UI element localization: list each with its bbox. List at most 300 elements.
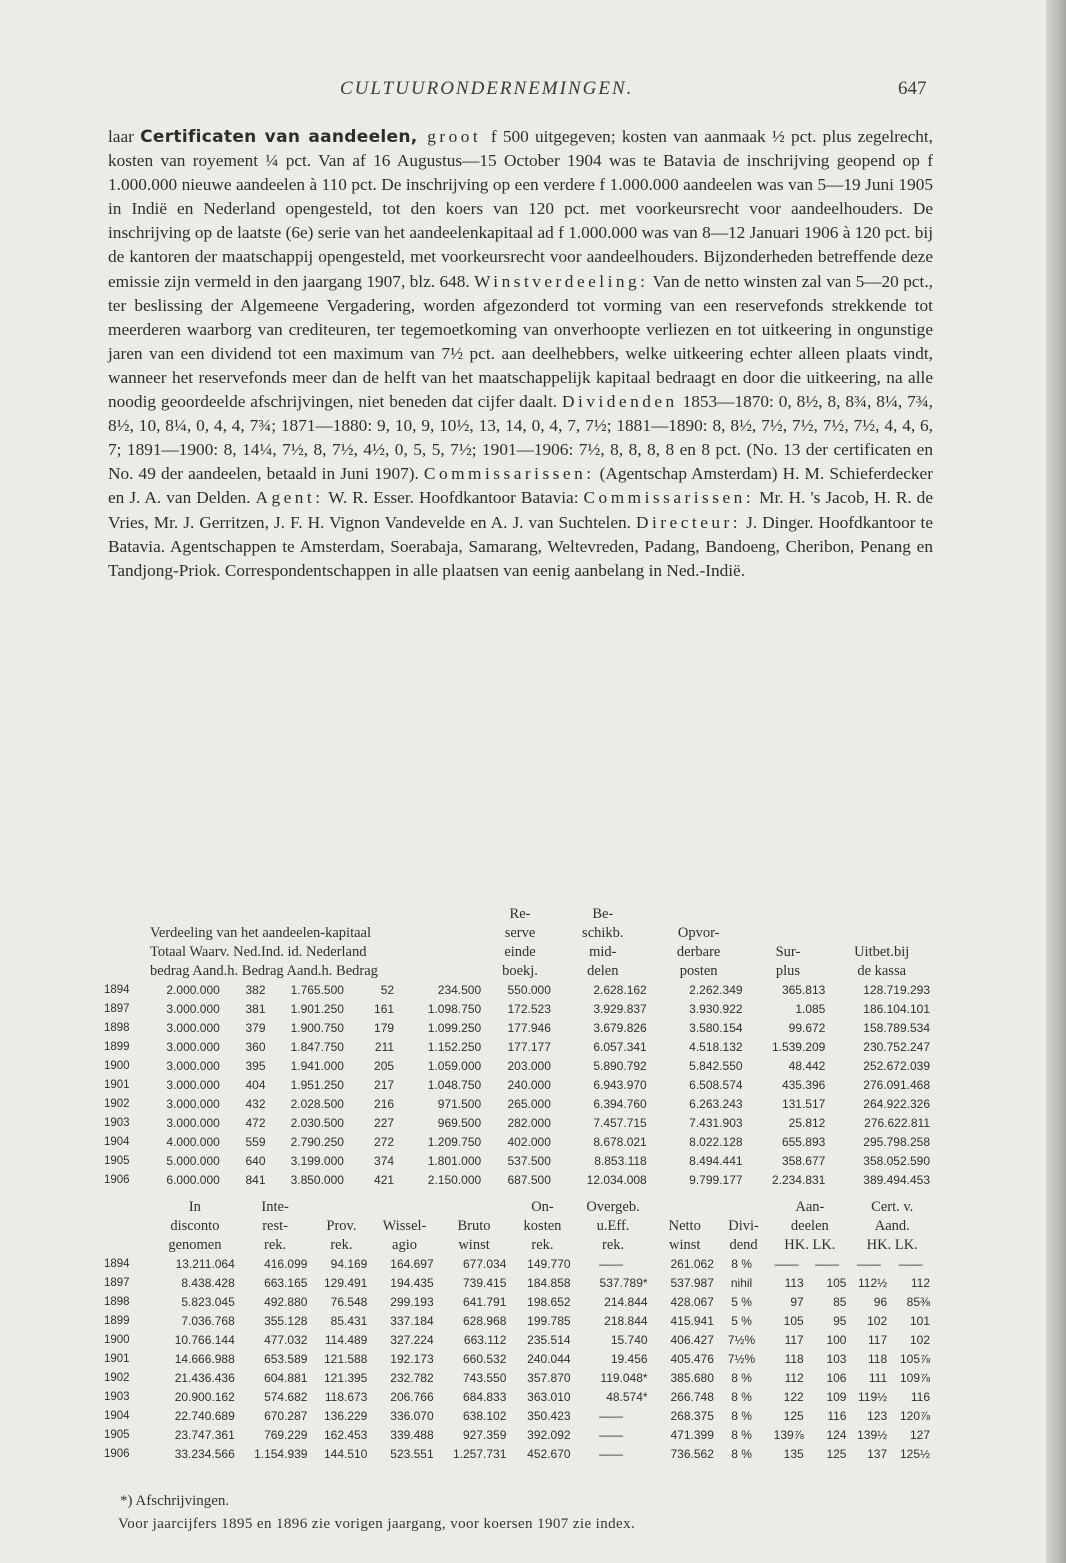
profit-table-cell: 327.224: [390, 1333, 434, 1347]
profit-table-cell: 22.740.689: [174, 1409, 235, 1423]
profit-table-row: [104, 1350, 934, 1369]
profit-table-cell: 112½: [857, 1276, 888, 1290]
capital-table-cell: 1.941.000: [290, 1059, 344, 1073]
profit-table-cell: 769.229: [264, 1428, 308, 1442]
profit-table-cell: 8 %: [731, 1257, 752, 1271]
profit-table-cell: 604.881: [264, 1371, 308, 1385]
profit-table-header-row: [104, 1236, 934, 1255]
capital-table-cell: 1.847.750: [290, 1040, 344, 1054]
capital-table-header-cell: Be-: [592, 906, 614, 922]
profit-table-cell: 97: [790, 1295, 804, 1309]
profit-table-cell: 1900: [104, 1334, 130, 1346]
capital-table-cell: 276.091.468: [863, 1078, 930, 1092]
capital-table-cell: 421: [374, 1173, 395, 1187]
profit-table-cell: 116: [910, 1390, 930, 1404]
capital-table-cell: 537.500: [507, 1154, 551, 1168]
profit-table-cell: 214.844: [604, 1295, 648, 1309]
profit-table-row: [104, 1312, 934, 1331]
profit-table-row: [104, 1255, 934, 1274]
profit-table-cell: 235.514: [527, 1333, 571, 1347]
winst-label: Winstverdeeling:: [474, 271, 649, 291]
profit-table-header-cell: rek.: [264, 1237, 287, 1253]
capital-table-cell: 1898: [104, 1022, 130, 1034]
profit-table-cell: 8 %: [731, 1371, 752, 1385]
profit-table-cell: 100: [826, 1333, 847, 1347]
capital-table-cell: 379: [245, 1021, 266, 1035]
capital-table-header-cell: mid-: [589, 944, 617, 960]
profit-table-cell: 102: [867, 1314, 888, 1328]
profit-table-cell: 117: [784, 1333, 804, 1347]
profit-table-cell: 76.548: [330, 1295, 368, 1309]
body-text: [108, 125, 933, 583]
capital-table-cell: 211: [374, 1040, 395, 1054]
profit-table-header-cell: u.Eff.: [596, 1218, 630, 1234]
capital-table-cell: 1905: [104, 1155, 130, 1167]
capital-table-header-cell: einde: [504, 944, 536, 960]
capital-table-cell: 25.812: [788, 1116, 826, 1130]
capital-table-cell: 2.150.000: [427, 1173, 482, 1187]
capital-table-cell: 472: [245, 1116, 266, 1130]
capital-table-cell: 1.085: [795, 1002, 826, 1016]
capital-table-cell: 252.672.039: [863, 1059, 930, 1073]
commissioners2-label: Commissarissen:: [583, 488, 755, 508]
profit-table-cell: 641.791: [463, 1295, 507, 1309]
capital-table-cell: 3.679.826: [593, 1021, 647, 1035]
capital-table-cell: 179: [374, 1021, 395, 1035]
profit-table-header-cell: rek.: [531, 1237, 554, 1253]
profit-table-cell: 261.062: [670, 1257, 714, 1271]
profit-table-cell: 7.036.768: [181, 1314, 235, 1328]
profit-table-header-cell: [371, 1198, 437, 1217]
capital-table-cell: 1899: [104, 1041, 130, 1053]
profit-table-header-cell: Divi-: [728, 1218, 759, 1234]
profit-table-cell: 123: [867, 1409, 888, 1423]
profit-table-cell: 218.844: [604, 1314, 648, 1328]
profit-table-cell: 299.193: [390, 1295, 434, 1309]
profit-table-header-row: [104, 1217, 934, 1236]
profit-table-cell: 8 %: [731, 1409, 752, 1423]
capital-table-header-row: [104, 905, 934, 924]
profit-table-cell: 232.782: [390, 1371, 434, 1385]
profit-table-header-cell: kosten: [523, 1218, 562, 1234]
profit-table-cell: 1902: [104, 1372, 130, 1384]
capital-table-header-cell: boekj.: [502, 963, 538, 979]
capital-table-cell: 186.104.101: [863, 1002, 930, 1016]
running-head: CULTUURONDERNEMINGEN.: [340, 78, 634, 99]
profit-table-row: [104, 1369, 934, 1388]
profit-table-header-cell: rest-: [262, 1218, 288, 1234]
profit-table-cell: 109: [826, 1390, 847, 1404]
profit-table-cell: 101: [909, 1314, 930, 1328]
profit-table-cell: 119½: [857, 1390, 888, 1404]
capital-table-cell: 272: [374, 1135, 395, 1149]
capital-table-cell: 161: [374, 1002, 395, 1016]
capital-table-cell: 205: [374, 1059, 395, 1073]
capital-table-cell: 435.396: [781, 1078, 826, 1092]
capital-table-cell: 6.000.000: [166, 1173, 220, 1187]
capital-table-cell: 382: [245, 983, 266, 997]
capital-table-header-cell: [829, 905, 934, 924]
capital-table-cell: 1894: [104, 984, 130, 996]
profit-table-cell: 118.673: [324, 1390, 368, 1404]
capital-table-header-cell: Uitbet.bij: [854, 944, 910, 960]
capital-table-cell: 3.000.000: [166, 1078, 220, 1092]
profit-table-cell: 125: [826, 1447, 847, 1461]
page-edge: [1046, 0, 1066, 1563]
profit-table-cell: 85⅜: [906, 1295, 930, 1309]
capital-table-cell: 655.893: [781, 1135, 826, 1149]
profit-table-cell: 537.987: [670, 1276, 714, 1290]
capital-table-cell: 2.030.500: [290, 1116, 344, 1130]
profit-table-header-cell: deelen: [790, 1218, 829, 1234]
capital-table-cell: 2.790.250: [290, 1135, 344, 1149]
capital-table-cell: 8.853.118: [594, 1154, 647, 1168]
profit-table-cell: 23.747.361: [174, 1428, 235, 1442]
capital-table-header-cell: Verdeeling van het aandeelen-kapitaal: [150, 925, 372, 941]
capital-table-cell: 969.500: [437, 1116, 482, 1130]
capital-table-header-cell: [747, 924, 830, 943]
capital-table-cell: 1.901.250: [290, 1002, 344, 1016]
capital-table-header-cell: plus: [775, 963, 801, 979]
section-heading: Certificaten van aandeelen,: [140, 127, 418, 147]
profit-table-cell: 192.173: [390, 1352, 434, 1366]
profit-table-cell: ——: [599, 1447, 624, 1461]
capital-table-cell: 389.494.453: [863, 1173, 930, 1187]
capital-table-cell: 404: [245, 1078, 266, 1092]
capital-table-cell: 2.234.831: [771, 1173, 826, 1187]
profit-table-cell: 96: [873, 1295, 888, 1309]
capital-table-row: [104, 1114, 934, 1133]
capital-table-cell: 365.813: [781, 983, 826, 997]
profit-table-cell: 406.427: [670, 1333, 714, 1347]
profit-table-cell: 677.034: [463, 1257, 507, 1271]
profit-table-cell: 94.169: [330, 1257, 368, 1271]
profit-table-cell: 85: [833, 1295, 847, 1309]
profit-table-cell: 684.833: [463, 1390, 507, 1404]
profit-table-cell: 144.510: [323, 1447, 368, 1461]
capital-table-cell: 2.028.500: [290, 1097, 344, 1111]
profit-table-header-cell: disconto: [170, 1218, 220, 1234]
capital-table-cell: 1.059.000: [427, 1059, 482, 1073]
capital-table-header-cell: posten: [679, 963, 718, 979]
profit-table-cell: 268.375: [670, 1409, 714, 1423]
capital-table-cell: 1903: [104, 1117, 130, 1129]
capital-table-header-cell: Opvor-: [677, 925, 720, 941]
profit-table-cell: 471.399: [670, 1428, 714, 1442]
profit-table-cell: 405.476: [670, 1352, 714, 1366]
capital-table-cell: 1902: [104, 1098, 130, 1110]
capital-table-header-cell: derbare: [676, 944, 721, 960]
profit-table-cell: 15.740: [610, 1333, 648, 1347]
capital-table-row: [104, 1152, 934, 1171]
dividend-text: 1853—1870: 0, 8½, 8, 8¾, 8¼, 7¾, 8½, 10, 8¼, 0, 4, 4, 7¾; 1871—1880: 9, 10, 9, 10½, 13, 14, 0, 4, 7, 7½; 1881—1890: 8, 8½, 7½, 7½, 7½, 7½, 4, 4, 6, 7; 1891—1900: 8, 14¼, 7½, 8, 7½, 4½, 0, 5, 5, 7½; 1901—1906: 7½, 8, 8, 8, 8 en 8 pct. (No. 13 der certificaten en No. 49 der aandeelen, betaald in Juni 1907).: [108, 392, 934, 484]
capital-table-cell: 3.000.000: [166, 1059, 220, 1073]
profit-table-header-cell: [311, 1198, 371, 1217]
profit-table-row: [104, 1426, 934, 1445]
capital-table-header-cell: schikb.: [582, 925, 624, 941]
profit-table-cell: 85.431: [330, 1314, 368, 1328]
profit-table-cell: 736.562: [670, 1447, 714, 1461]
capital-table-row: [104, 1038, 934, 1057]
profit-table-header-cell: In: [188, 1199, 201, 1215]
capital-table-header-row: [104, 943, 934, 962]
capital-table-cell: 203.000: [507, 1059, 551, 1073]
profit-table-cell: 125½: [899, 1447, 930, 1461]
capital-table-header: [104, 905, 934, 981]
capital-table-cell: 395: [245, 1059, 266, 1073]
profit-table-header-cell: agio: [392, 1237, 417, 1253]
capital-table-cell: 1.900.750: [290, 1021, 344, 1035]
page-number: 647: [898, 78, 927, 99]
profit-table-header-cell: dend: [729, 1237, 758, 1253]
capital-table: [104, 905, 934, 1190]
profit-table-cell: 48.574*: [606, 1390, 648, 1404]
capital-table-cell: 5.890.792: [593, 1059, 647, 1073]
profit-table-cell: 112: [784, 1371, 804, 1385]
capital-table-cell: 687.500: [507, 1173, 551, 1187]
profit-table-header-cell: [718, 1198, 769, 1217]
capital-table-cell: 559: [245, 1135, 266, 1149]
profit-table-cell: 660.532: [463, 1352, 507, 1366]
profit-table-cell: 663.112: [463, 1333, 507, 1347]
profit-table-cell: 1901: [104, 1353, 130, 1365]
profit-table-header-cell: winst: [458, 1237, 490, 1253]
profit-table-cell: 111: [868, 1371, 888, 1385]
profit-table-cell: 670.287: [264, 1409, 308, 1423]
profit-table-cell: 19.456: [610, 1352, 648, 1366]
profit-table-cell: ——: [815, 1257, 840, 1271]
profit-table-cell: 103: [826, 1352, 847, 1366]
capital-table-cell: 5.000.000: [166, 1154, 220, 1168]
profit-table-cell: 339.488: [390, 1428, 434, 1442]
profit-table-cell: ——: [898, 1257, 923, 1271]
capital-table-row: [104, 1076, 934, 1095]
profit-table-header-cell: Wissel-: [382, 1218, 427, 1234]
capital-table-cell: 158.789.534: [863, 1021, 930, 1035]
lead-fragment: laar: [108, 127, 141, 146]
profit-table-header-cell: [104, 1217, 151, 1236]
capital-table-cell: 3.000.000: [166, 1116, 220, 1130]
profit-table-cell: 1904: [104, 1410, 130, 1422]
capital-table-row: [104, 1000, 934, 1019]
profit-table-cell: 357.870: [527, 1371, 571, 1385]
profit-table-cell: 139½: [857, 1428, 888, 1442]
capital-table-cell: 177.946: [507, 1021, 551, 1035]
profit-table-header-row: [104, 1198, 934, 1217]
capital-table-header-cell: delen: [587, 963, 619, 979]
profit-table-cell: 8.438.428: [181, 1276, 235, 1290]
capital-table-cell: 227: [374, 1116, 395, 1130]
profit-table-cell: 8 %: [731, 1390, 752, 1404]
capital-table-cell: 7.457.715: [593, 1116, 647, 1130]
profit-table-cell: 350.423: [527, 1409, 571, 1423]
profit-table-cell: 1906: [104, 1448, 130, 1460]
profit-table-header-cell: rek.: [601, 1237, 625, 1253]
profit-table-cell: 363.010: [527, 1390, 571, 1404]
capital-table-cell: 1906: [104, 1174, 130, 1186]
capital-table-cell: 131.517: [781, 1097, 826, 1111]
profit-table-row: [104, 1293, 934, 1312]
profit-table-cell: 1905: [104, 1429, 130, 1441]
capital-table-row: [104, 1133, 934, 1152]
capital-table-cell: 6.943.970: [593, 1078, 647, 1092]
capital-table-row: [104, 1095, 934, 1114]
capital-table-cell: 3.850.000: [290, 1173, 344, 1187]
capital-table-cell: 8.494.441: [689, 1154, 743, 1168]
capital-table-cell: 1.765.500: [290, 983, 344, 997]
profit-table-header-cell: On-: [531, 1199, 554, 1215]
capital-table-cell: 2.628.162: [593, 983, 647, 997]
profit-table-row: [104, 1407, 934, 1426]
profit-table-cell: nihil: [730, 1276, 753, 1290]
profit-table-cell: 266.748: [670, 1390, 714, 1404]
profit-table-cell: 1897: [104, 1277, 130, 1289]
profit-table-cell: 149.770: [527, 1257, 571, 1271]
profit-table-cell: 743.550: [463, 1371, 507, 1385]
profit-table-cell: 416.099: [264, 1257, 308, 1271]
capital-table-cell: 177.177: [507, 1040, 551, 1054]
profit-table-row: [104, 1388, 934, 1407]
capital-table-cell: 295.798.258: [863, 1135, 930, 1149]
profit-table-cell: 415.941: [670, 1314, 714, 1328]
capital-table-cell: 3.000.000: [166, 1021, 220, 1035]
profit-table-cell: 184.858: [527, 1276, 571, 1290]
profit-table-cell: 10.766.144: [174, 1333, 235, 1347]
profit-table-cell: 574.682: [264, 1390, 308, 1404]
capital-table-cell: 48.442: [788, 1059, 826, 1073]
capital-table-cell: 360: [245, 1040, 266, 1054]
profit-table-cell: 336.070: [390, 1409, 434, 1423]
profit-table-cell: 5.823.045: [181, 1295, 235, 1309]
capital-table-cell: 2.000.000: [166, 983, 220, 997]
profit-table-cell: 121.395: [323, 1371, 368, 1385]
profit-table-cell: 117: [867, 1333, 888, 1347]
profit-table-cell: 116: [827, 1409, 847, 1423]
capital-table-cell: 8.678.021: [593, 1135, 647, 1149]
profit-table-cell: 523.551: [390, 1447, 434, 1461]
profit-table-cell: 129.491: [323, 1276, 368, 1290]
profit-table-cell: 20.900.162: [174, 1390, 235, 1404]
profit-table-cell: ——: [856, 1257, 881, 1271]
profit-table-cell: 8 %: [731, 1428, 752, 1442]
capital-table-row: [104, 1019, 934, 1038]
capital-table-cell: 4.518.132: [689, 1040, 743, 1054]
profit-table-cell: 33.234.566: [174, 1447, 235, 1461]
profit-table-cell: 135: [783, 1447, 804, 1461]
capital-table-cell: 358.677: [781, 1154, 826, 1168]
profit-table-cell: 137: [867, 1447, 888, 1461]
profit-table-cell: ——: [774, 1257, 799, 1271]
profit-table-header-cell: Prov.: [326, 1218, 357, 1234]
commissioners-text: (Agentschap Amsterdam) H. M. Schieferdecker en J. A. van Delden.: [108, 464, 933, 508]
profit-table-cell: 121.588: [323, 1352, 368, 1366]
capital-table-row: [104, 1057, 934, 1076]
capital-table-header-cell: Totaal Waarv. Ned.Ind. id. Nederland: [150, 944, 367, 960]
capital-table-cell: 640: [245, 1154, 266, 1168]
capital-table-cell: 217: [374, 1078, 395, 1092]
profit-table-cell: 127: [909, 1428, 930, 1442]
profit-table-cell: 198.652: [527, 1295, 571, 1309]
capital-table-cell: 99.672: [788, 1021, 826, 1035]
capital-table-header-row: [104, 924, 934, 943]
capital-table-cell: 2.262.349: [689, 983, 743, 997]
profit-table-body: [104, 1255, 934, 1464]
profit-table-cell: 428.067: [670, 1295, 714, 1309]
profit-table-header-cell: Aan-: [795, 1199, 825, 1215]
profit-table-header-cell: [438, 1198, 511, 1217]
profit-table-cell: 206.766: [390, 1390, 434, 1404]
profit-table-cell: 452.670: [527, 1447, 571, 1461]
profit-table-cell: ——: [599, 1428, 624, 1442]
profit-table-cell: 7½%: [727, 1352, 756, 1366]
profit-table-cell: 1894: [104, 1258, 130, 1270]
capital-table-cell: 3.929.837: [593, 1002, 647, 1016]
profit-table-cell: 927.359: [463, 1428, 507, 1442]
capital-table-cell: 1.099.250: [427, 1021, 482, 1035]
profit-table-cell: 139⅞: [773, 1428, 804, 1442]
profit-table-header-cell: Cert. v.: [871, 1199, 914, 1215]
capital-table-cell: 240.000: [507, 1078, 551, 1092]
capital-table-cell: 1.209.750: [427, 1135, 482, 1149]
profit-table-header-cell: Inte-: [261, 1199, 289, 1215]
capital-table-cell: 216: [374, 1097, 395, 1111]
capital-table-header-cell: Re-: [509, 906, 531, 922]
profit-table-cell: 663.165: [264, 1276, 308, 1290]
capital-table-header-cell: de kassa: [857, 963, 907, 979]
profit-table: [104, 1198, 934, 1464]
profit-table-cell: 105: [826, 1276, 847, 1290]
capital-table-cell: 264.922.326: [863, 1097, 930, 1111]
commissioners2-text: Mr. H. 's Jacob, H. R. de Vries, Mr. J. Gerritzen, J. F. H. Vignon Vandevelde en A. J. van Suchtelen.: [108, 488, 933, 532]
capital-table-body: [104, 981, 934, 1190]
director-text: J. Dinger. Hoofdkantoor te Batavia. Agentschappen te Amsterdam, Soerabaja, Samarang, Weltevreden, Padang, Bandoeng, Cheribon, Penang en Tandjong-Priok. Correspondentschappen in alle plaatsen van eenig aanbelang in Ned.-Indië.: [108, 512, 933, 580]
profit-table-header-cell: genomen: [168, 1237, 222, 1253]
capital-table-cell: 6.263.243: [689, 1097, 743, 1111]
profit-table-cell: 106: [826, 1371, 847, 1385]
footnote-note: Voor jaarcijfers 1895 en 1896 zie vorigen jaargang, voor koersen 1907 zie index.: [118, 1516, 636, 1532]
profit-table-cell: 14.666.988: [174, 1352, 235, 1366]
profit-table-cell: 124: [826, 1428, 847, 1442]
profit-table-cell: 118: [867, 1352, 888, 1366]
profit-table-cell: 5 %: [731, 1314, 752, 1328]
capital-table-cell: 3.199.000: [290, 1154, 344, 1168]
profit-table-cell: 1898: [104, 1296, 130, 1308]
capital-table-cell: 1.539.209: [771, 1040, 826, 1054]
profit-table-cell: 118: [784, 1352, 804, 1366]
capital-table-cell: 1.098.750: [427, 1002, 482, 1016]
capital-table-cell: 3.000.000: [166, 1097, 220, 1111]
capital-table-cell: 1.951.250: [290, 1078, 344, 1092]
paragraph-text: f 500 uitgegeven; kosten van aanmaak ½ pct. plus zegelrecht, kosten van royement ¼ pct. Van af 16 Augustus—15 October 1904 was te Batavia de inschrijving geopend op f 1.000.000 nieuwe aandeelen à 110 pct. De inschrijving op een verdere f 1.000.000 aandeelen was van 5—19 Juni 1905 in Indië en Nederland opengesteld, tot den koers van 120 pct. met voorkeursrecht voor aandeelhouders. De inschrijving op de laatste (6e) serie van het aandeelenkapitaal ad f 1.000.000 was van 8—12 Januari 1906 à 120 pct. bij de kantoren der maatschappij opengesteld, met voorkeursrecht voor aandeelhouders. Bijzonderheden betreffende deze emissie zijn vermeld in den jaargang 1907, blz. 648.: [108, 127, 933, 291]
profit-table-cell: 653.589: [264, 1352, 308, 1366]
profit-table-cell: 628.968: [463, 1314, 507, 1328]
capital-table-cell: 234.500: [437, 983, 482, 997]
main-paragraph: [108, 125, 933, 583]
capital-table-header-cell: [104, 905, 485, 924]
profit-table-cell: 337.184: [390, 1314, 434, 1328]
capital-table-cell: 265.000: [507, 1097, 551, 1111]
capital-table-cell: 128.719.293: [863, 983, 930, 997]
profit-table-cell: 21.436.436: [174, 1371, 235, 1385]
profit-table-header-cell: HK. LK.: [784, 1237, 836, 1253]
profit-table-header-cell: Aand.: [874, 1218, 910, 1234]
capital-table-cell: 550.000: [507, 983, 551, 997]
profit-table-cell: 5 %: [731, 1295, 752, 1309]
winst-text: Van de netto winsten zal van 5—20 pct., ter beslissing der Algemeene Vergadering, worden afgezonderd tot vorming van een reservefonds strekkende tot meerderen waarborg van crediteuren, ter tegemoetkoming van onverhoopte verliezen en tot uitkeering in ongunstige jaren van een dividend tot een maximum van 7½ pct. aan deelhebbers, welke uitkeering echter alleen plaats vindt, wanneer het reservefonds meer dan de helft van het maatschappelijk kapitaal bedraagt en door die uitkeering, na alle noodig geoordeelde afschrijvingen, niet beneden dat cijfer daalt.: [108, 271, 933, 412]
dividend-label: Dividenden: [562, 392, 678, 412]
capital-table-row: [104, 981, 934, 1000]
profit-table-header-cell: [652, 1198, 718, 1217]
